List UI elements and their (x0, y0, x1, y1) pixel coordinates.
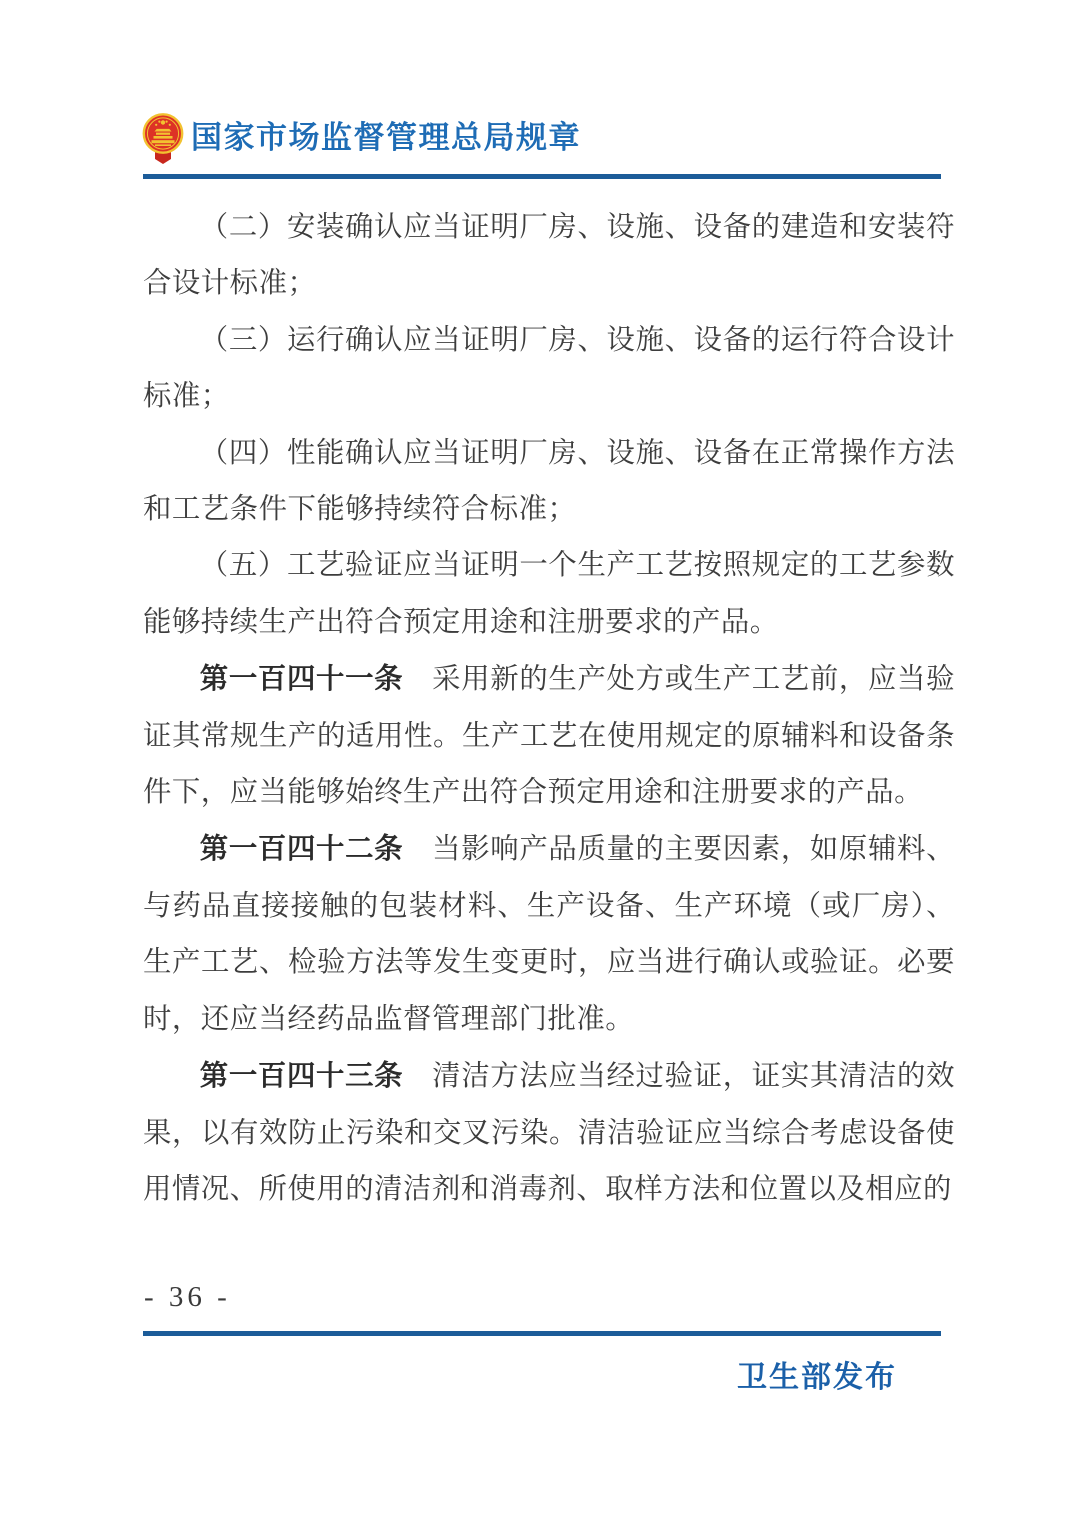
paragraph-text: （五）工艺验证应当证明一个生产工艺按照规定的工艺参数能够持续生产出符合预定用途和注册要求的产品。 (143, 550, 955, 638)
paragraph-text: （二）安装确认应当证明厂房、设施、设备的建造和安装符合设计标准； (143, 212, 955, 300)
paragraph-text: 清洁方法应当经过验证，证实其清洁的效果，以有效防止污染和交叉污染。清洁验证应当综合考虑设备使用情况、所使用的清洁剂和消毒剂、取样方法和位置以及相应的 (143, 1061, 955, 1205)
document-body (143, 200, 955, 1218)
paragraph (143, 538, 955, 651)
paragraph (143, 426, 955, 539)
paragraph (143, 200, 955, 313)
paragraph-text: 采用新的生产处方或生产工艺前，应当验证其常规生产的适用性。生产工艺在使用规定的原辅料和设备条件下，应当能够始终生产出符合预定用途和注册要求的产品。 (143, 664, 955, 809)
page-number: - 36 - (144, 1281, 231, 1313)
footer-rule (143, 1331, 941, 1336)
header-rule (143, 174, 941, 179)
page-title: 国家市场监督管理总局规章 (191, 120, 581, 155)
paragraph (143, 651, 955, 821)
paragraph-text: （四）性能确认应当证明厂房、设施、设备在正常操作方法和工艺条件下能够持续符合标准； (143, 437, 955, 526)
paragraph-text: （三）运行确认应当证明厂房、设施、设备的运行符合设计标准； (143, 324, 955, 413)
article-number-label: 第一百四十一条 (199, 663, 404, 696)
paragraph-text: 当影响产品质量的主要因素，如原辅料、与药品直接接触的包装材料、生产设备、生产环境（或厂房）、生产工艺、检验方法等发生变更时，应当进行确认或验证。必要时，还应当经药品监督管理部门批准。 (143, 834, 955, 1035)
paragraph (143, 313, 955, 426)
article-number-label: 第一百四十二条 (199, 833, 404, 866)
publisher-label: 卫生部发布 (737, 1361, 897, 1394)
china-national-emblem-icon (142, 112, 184, 165)
article-number-label: 第一百四十三条 (199, 1060, 404, 1093)
paragraph (143, 1048, 955, 1218)
paragraph (143, 821, 955, 1048)
